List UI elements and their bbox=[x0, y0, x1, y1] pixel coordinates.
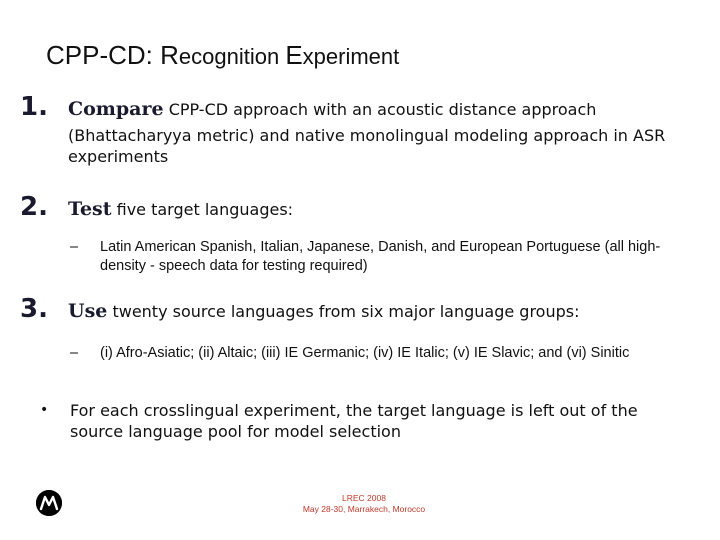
sub-item-1 bbox=[70, 238, 690, 278]
item-text: CPP-CD approach with an acoustic distance approach bbox=[168, 100, 597, 119]
bullet-marker: • bbox=[40, 402, 49, 418]
item-line bbox=[68, 198, 293, 220]
title-part: xperiment bbox=[302, 44, 400, 69]
list-item-1 bbox=[20, 92, 690, 172]
dash-marker: – bbox=[70, 239, 79, 255]
item-number: 2. bbox=[20, 192, 48, 222]
footer-conference: LREC 2008 bbox=[342, 493, 386, 503]
item-line bbox=[68, 98, 596, 120]
list-item-3 bbox=[20, 294, 690, 324]
title-part: CPP-CD: R bbox=[46, 40, 179, 70]
sub-item-text: (i) Afro-Asiatic; (ii) Altaic; (iii) IE Germanic; (iv) IE Italic; (v) IE Slavic; and (vi) Sinitic bbox=[100, 345, 630, 361]
bullet-text: For each crosslingual experiment, the target language is left out of the source language pool for model selection bbox=[70, 401, 638, 441]
item-continuation: (Bhattacharyya metric) and native monolingual modeling approach in ASR experiments bbox=[68, 126, 666, 166]
footer-date-location: May 28-30, Marrakech, Morocco bbox=[302, 504, 426, 514]
sub-item-text: Latin American Spanish, Italian, Japanese, Danish, and European Portuguese (all high-density - speech data for testing required) bbox=[100, 239, 661, 274]
list-item-2 bbox=[20, 192, 690, 222]
item-text: twenty source languages from six major language groups: bbox=[112, 302, 580, 321]
motorola-logo-icon bbox=[36, 490, 62, 516]
dash-marker: – bbox=[70, 345, 79, 361]
item-line bbox=[68, 300, 579, 322]
footer bbox=[264, 493, 464, 515]
item-number: 3. bbox=[20, 294, 48, 324]
title-part: ecognition bbox=[178, 44, 286, 69]
item-lead: Use bbox=[68, 300, 108, 322]
item-lead: Test bbox=[68, 198, 112, 220]
item-number: 1. bbox=[20, 92, 48, 122]
title-part: E bbox=[285, 40, 303, 70]
item-lead: Compare bbox=[68, 98, 164, 120]
item-text: five target languages: bbox=[116, 200, 294, 219]
slide-title bbox=[46, 40, 399, 71]
sub-item-2 bbox=[70, 344, 690, 384]
